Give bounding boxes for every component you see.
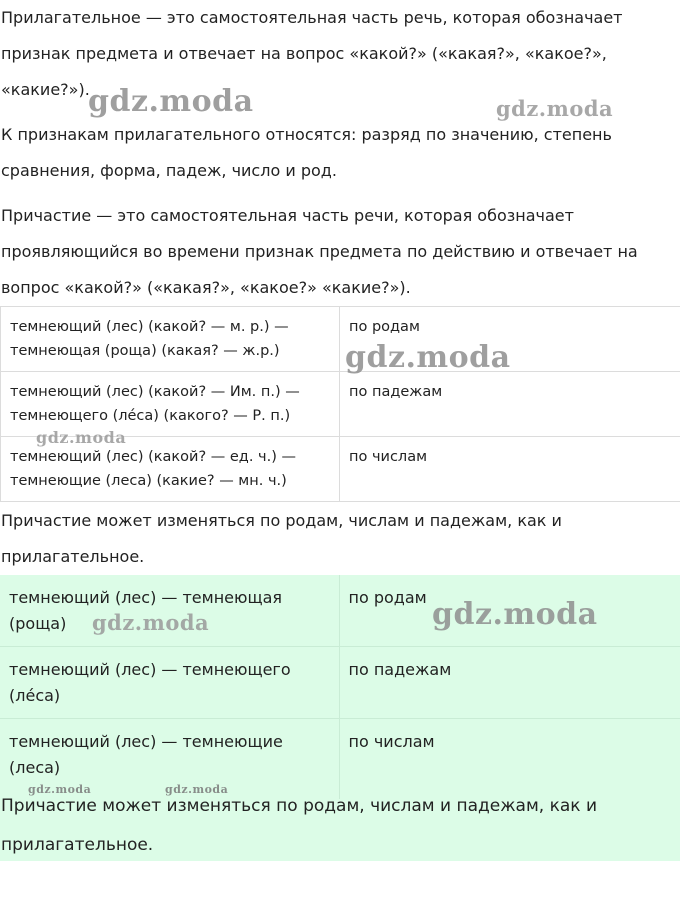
watermark: gdz.moda [496, 96, 614, 121]
participle-changes-repeat: Причастие может изменяться по родам, числам и падежам, как и прилагательное. [1, 796, 597, 855]
watermark: gdz.moda [92, 610, 210, 635]
watermark: gdz.moda [36, 428, 127, 447]
example-cell: темнеющий (лес) (какой? — ед. ч.) — темнеющие (леса) (какие? — мн. ч.) [1, 437, 340, 502]
table-row [1, 307, 680, 372]
adjective-features: К признакам прилагательного относятся: разряд по значению, степень сравнения, форма, падеж, число и род. [1, 125, 612, 180]
participle-definition: Причастие — это самостоятельная часть речи, которая обозначает проявляющийся во времени признак предмета по действию и отвечает на вопрос «какой?» («какая?», «какое?» «какие?»). [1, 206, 638, 297]
participle-forms-table [0, 306, 680, 502]
table-row [1, 372, 680, 437]
category-cell: по родам [339, 575, 680, 647]
watermark: gdz.moda [165, 783, 229, 796]
example-cell: темнеющий (лес) (какой? — м. р.) — темнеющая (роща) (какая? — ж.р.) [1, 307, 340, 372]
watermark: gdz.moda [28, 783, 92, 796]
category-cell: по числам [348, 732, 435, 751]
participle-changes: Причастие может изменяться по родам, числам и падежам, как и прилагательное. [1, 511, 562, 566]
table-row [0, 647, 680, 719]
example-cell: темнеющий (лес) (какой? — Им. п.) — темнеющего (ле́са) (какого? — Р. п.) [1, 372, 340, 437]
example-cell: темнеющий (лес) — темнеющие (леса) [0, 719, 339, 800]
watermark: gdz.moda [432, 597, 598, 632]
adjective-definition: Прилагательное — это самостоятельная часть речь, которая обозначает признак предмета и отвечает на вопрос «какой?» («какая?», «какое?», «какие?»). [1, 8, 623, 99]
category-cell: по падежам [339, 647, 680, 719]
category-cell: по падежам [340, 372, 680, 437]
watermark: gdz.moda [88, 84, 254, 119]
category-cell: по родам [340, 307, 680, 372]
example-cell: темнеющий (лес) — темнеющего (ле́са) [0, 647, 339, 719]
category-cell: по числам [340, 437, 680, 502]
watermark: gdz.moda [345, 340, 511, 375]
example-cell: темнеющий (лес) — темнеющая (роща) [0, 575, 339, 647]
